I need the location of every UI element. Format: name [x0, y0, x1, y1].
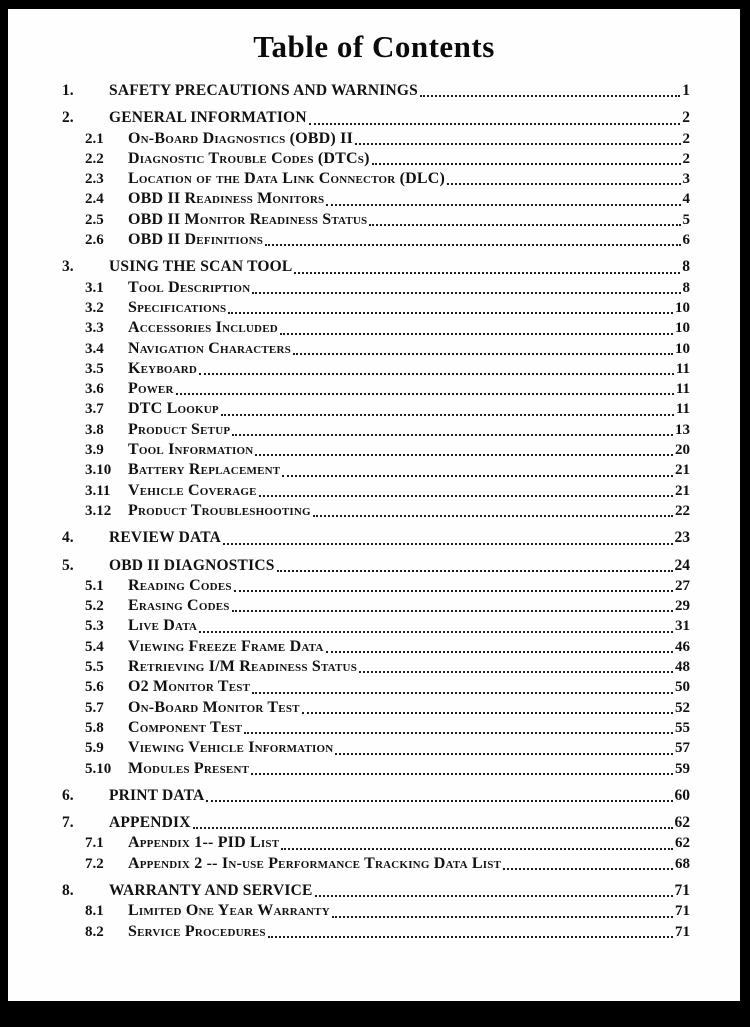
dot-leader	[326, 204, 680, 206]
toc-entry-title: Appendix 2 -- In-use Performance Tracking Data List	[128, 854, 502, 872]
toc-entry-page: 52	[675, 699, 690, 716]
toc-entry	[62, 813, 690, 833]
toc-entry-page: 59	[675, 760, 690, 777]
toc-entry-number: 5.2	[85, 598, 104, 615]
toc-entry-title: Battery Replacement	[128, 461, 281, 479]
toc-entry-title: REVIEW DATA	[109, 529, 222, 547]
toc-entry-page: 57	[675, 740, 690, 757]
toc-entry-title: Keyboard	[128, 359, 198, 377]
toc-entry-title: On-Board Monitor Test	[128, 698, 300, 716]
dot-leader	[252, 692, 673, 694]
dot-leader	[232, 434, 673, 436]
toc-entry-number: 3.9	[85, 442, 104, 459]
toc-entry-page: 71	[675, 903, 690, 920]
dot-leader	[309, 123, 681, 125]
toc-entry-number: 3.7	[85, 401, 104, 418]
toc-entry-page: 31	[675, 618, 690, 635]
toc-entry-title: Appendix 1-- PID List	[128, 834, 280, 852]
toc-entry-title: DTC Lookup	[128, 400, 219, 418]
dot-leader	[234, 590, 673, 592]
toc-entry-title: Viewing Freeze Frame Data	[128, 637, 324, 655]
toc-entry-page: 71	[674, 881, 690, 899]
toc-entry	[62, 318, 690, 338]
toc-entry-number: 5.3	[85, 618, 104, 635]
toc-entry-title: USING THE SCAN TOOL	[109, 258, 293, 276]
dot-leader	[359, 671, 673, 673]
dot-leader	[313, 515, 673, 517]
toc-entry-page: 71	[675, 923, 690, 940]
dot-leader	[252, 292, 680, 294]
toc-entry	[62, 596, 690, 616]
toc-entry-title: Service Procedures	[128, 922, 266, 940]
toc-entry-page: 8	[682, 258, 690, 276]
toc-entry-page: 21	[675, 482, 690, 499]
toc-entry	[62, 440, 690, 460]
toc-entry-number: 8.2	[85, 923, 104, 940]
toc-entry-number: 5.7	[85, 699, 104, 716]
dot-leader	[251, 773, 673, 775]
toc-entry	[62, 169, 690, 189]
toc-entry	[62, 81, 690, 101]
dot-leader	[372, 163, 681, 165]
toc-entry-title: Live Data	[128, 617, 198, 635]
toc-entry-number: 5.1	[85, 577, 104, 594]
toc-entry	[62, 399, 690, 419]
toc-entry-page: 55	[675, 719, 690, 736]
toc-entry-page: 2	[682, 130, 690, 147]
dot-leader	[326, 651, 673, 653]
dot-leader	[223, 543, 672, 545]
dot-leader	[369, 224, 680, 226]
toc-entry-page: 23	[674, 529, 690, 547]
toc-entry-number: 7.1	[85, 835, 104, 852]
dot-leader	[199, 631, 673, 633]
toc-entry-number: 3.	[62, 258, 74, 276]
toc-entry	[62, 481, 690, 501]
toc-entry	[62, 922, 690, 942]
toc-entry-number: 6.	[62, 786, 74, 804]
dot-leader	[447, 183, 680, 185]
toc-entry-page: 11	[675, 401, 690, 418]
dot-leader	[193, 827, 673, 829]
toc-entry-page: 21	[675, 462, 690, 479]
toc-entry-number: 2.4	[85, 191, 104, 208]
toc-entry-number: 2.3	[85, 171, 104, 188]
toc-entry-page: 6	[682, 232, 690, 249]
toc-entry-title: PRINT DATA	[109, 786, 205, 804]
dot-leader	[199, 373, 674, 375]
toc-entry-title: GENERAL INFORMATION	[109, 109, 307, 127]
toc-entry	[62, 786, 690, 806]
toc-entry	[62, 278, 690, 298]
toc-entry-title: Component Test	[128, 718, 243, 736]
toc-entry	[62, 149, 690, 169]
toc-entry-number: 8.	[62, 881, 74, 899]
toc-entry-page: 29	[675, 598, 690, 615]
toc-entry	[62, 556, 690, 576]
toc-entry	[62, 298, 690, 318]
toc-entry-number: 5.10	[85, 760, 112, 777]
toc-entry-title: APPENDIX	[109, 814, 191, 832]
toc-entry	[62, 901, 690, 921]
toc-entry-title: WARRANTY AND SERVICE	[109, 881, 313, 899]
toc-entry-page: 5	[682, 211, 690, 228]
toc-entry-page: 13	[675, 421, 690, 438]
dot-leader	[265, 244, 680, 246]
toc-entry-number: 2.2	[85, 150, 104, 167]
toc-entry-number: 5.4	[85, 638, 104, 655]
toc-entry-title: Diagnostic Trouble Codes (DTCs)	[128, 149, 370, 167]
toc-entry	[62, 257, 690, 277]
toc-entry-number: 2.5	[85, 211, 104, 228]
page-title: Table of Contents	[253, 29, 495, 64]
toc-entry-title: Product Troubleshooting	[128, 501, 311, 519]
toc-entry-title: OBD II Readiness Monitors	[128, 190, 325, 208]
toc-entry-number: 5.9	[85, 740, 104, 757]
toc-entry-number: 7.	[62, 814, 74, 832]
dot-leader	[221, 414, 674, 416]
toc-entry-number: 3.11	[85, 482, 111, 499]
toc-entry	[62, 339, 690, 359]
toc-entry-page: 3	[682, 171, 690, 188]
toc-entry	[62, 698, 690, 718]
toc-entry	[62, 657, 690, 677]
toc-entry-title: Navigation Characters	[128, 339, 291, 357]
toc-entry-title: Power	[128, 380, 174, 398]
toc-entry-page: 11	[675, 360, 690, 377]
toc-entry-title: OBD II Definitions	[128, 231, 264, 249]
toc-entry-number: 3.5	[85, 360, 104, 377]
toc-entry-number: 3.1	[85, 279, 104, 296]
toc-entry-number: 2.1	[85, 130, 104, 147]
toc-entry-title: Vehicle Coverage	[128, 481, 257, 499]
toc-entry	[62, 230, 690, 250]
toc-entry-page: 10	[675, 340, 690, 357]
toc-entry-title: Tool Description	[128, 278, 251, 296]
toc-entry-number: 3.3	[85, 320, 104, 337]
toc-entry-title: Viewing Vehicle Information	[128, 739, 334, 757]
dot-leader	[228, 312, 673, 314]
dot-leader	[293, 353, 673, 355]
toc-entry-page: 27	[675, 577, 690, 594]
toc-entry	[62, 881, 690, 901]
dot-leader	[268, 936, 673, 938]
toc-entry-number: 3.12	[85, 502, 112, 519]
dot-leader	[302, 712, 673, 714]
toc-entry-number: 5.	[62, 556, 74, 574]
dot-leader	[420, 95, 680, 97]
toc-entry	[62, 501, 690, 521]
toc-entry-page: 46	[675, 638, 690, 655]
toc-list	[8, 81, 740, 942]
toc-entry	[62, 833, 690, 853]
toc-entry-title: Product Setup	[128, 420, 231, 438]
toc-entry	[62, 759, 690, 779]
toc-entry-number: 3.6	[85, 381, 104, 398]
dot-leader	[277, 570, 673, 572]
toc-entry-title: Tool Information	[128, 441, 254, 459]
toc-entry-page: 62	[675, 835, 690, 852]
toc-entry-title: Location of the Data Link Connector (DLC)	[128, 170, 446, 188]
toc-entry-page: 60	[674, 786, 690, 804]
toc-entry-number: 3.8	[85, 421, 104, 438]
toc-entry	[62, 718, 690, 738]
toc-entry-page: 2	[682, 109, 690, 127]
dot-leader	[282, 475, 673, 477]
toc-entry	[62, 854, 690, 874]
toc-entry-number: 5.6	[85, 679, 104, 696]
dot-leader	[176, 393, 674, 395]
toc-entry-number: 5.5	[85, 659, 104, 676]
toc-entry-title: Retrieving I/M Readiness Status	[128, 658, 358, 676]
toc-entry-title: O2 Monitor Test	[128, 678, 251, 696]
toc-entry-page: 1	[682, 82, 690, 99]
toc-entry	[62, 738, 690, 758]
toc-entry-page: 62	[674, 814, 690, 832]
toc-entry-page: 24	[674, 556, 690, 574]
toc-entry	[62, 359, 690, 379]
dot-leader	[355, 143, 681, 145]
toc-entry-number: 4.	[62, 529, 74, 547]
toc-entry-title: Erasing Codes	[128, 597, 230, 615]
toc-entry-page: 10	[675, 320, 690, 337]
toc-entry-page: 4	[682, 191, 690, 208]
dot-leader	[294, 272, 680, 274]
toc-entry	[62, 616, 690, 636]
toc-entry-number: 8.1	[85, 903, 104, 920]
toc-entry-page: 68	[675, 855, 690, 872]
toc-entry-title: SAFETY PRECAUTIONS AND WARNINGS	[109, 82, 418, 99]
dot-leader	[259, 495, 673, 497]
toc-entry-page: 2	[682, 150, 690, 167]
toc-entry-title: Specifications	[128, 298, 227, 316]
toc-entry-page: 10	[675, 299, 690, 316]
toc-entry-number: 3.2	[85, 299, 104, 316]
toc-entry-number: 3.10	[85, 462, 112, 479]
toc-entry	[62, 129, 690, 149]
dot-leader	[244, 732, 673, 734]
toc-entry-page: 50	[675, 679, 690, 696]
toc-entry	[62, 108, 690, 128]
toc-entry-page: 48	[675, 659, 690, 676]
toc-entry	[62, 420, 690, 440]
toc-entry-page: 20	[675, 442, 690, 459]
toc-entry-number: 2.6	[85, 232, 104, 249]
dot-leader	[315, 895, 673, 897]
toc-entry-title: Accessories Included	[128, 319, 278, 337]
toc-entry-number: 7.2	[85, 855, 104, 872]
toc-entry-page: 8	[682, 279, 690, 296]
dot-leader	[255, 454, 673, 456]
toc-entry-title: On-Board Diagnostics (OBD) II	[128, 129, 353, 147]
toc-entry-number: 3.4	[85, 340, 104, 357]
document-page	[8, 9, 740, 1001]
dot-leader	[332, 916, 673, 918]
toc-entry-title: Modules Present	[128, 759, 250, 777]
toc-entry	[62, 576, 690, 596]
toc-entry	[62, 379, 690, 399]
toc-entry-number: 5.8	[85, 719, 104, 736]
toc-entry	[62, 189, 690, 209]
dot-leader	[281, 848, 673, 850]
dot-leader	[280, 333, 673, 335]
toc-entry-page: 11	[675, 381, 690, 398]
dot-leader	[335, 753, 673, 755]
toc-entry	[62, 460, 690, 480]
toc-entry	[62, 677, 690, 697]
toc-entry-title: Reading Codes	[128, 576, 232, 594]
dot-leader	[503, 868, 673, 870]
toc-entry-title: OBD II Monitor Readiness Status	[128, 210, 368, 228]
toc-entry-page: 22	[675, 502, 690, 519]
toc-entry-number: 2.	[62, 109, 74, 127]
toc-entry-title: OBD II DIAGNOSTICS	[109, 556, 275, 574]
toc-entry-number: 1.	[62, 82, 74, 99]
toc-entry-title: Limited One Year Warranty	[128, 902, 330, 920]
toc-entry	[62, 210, 690, 230]
toc-entry	[62, 528, 690, 548]
toc-entry	[62, 637, 690, 657]
dot-leader	[206, 800, 672, 802]
dot-leader	[232, 610, 673, 612]
